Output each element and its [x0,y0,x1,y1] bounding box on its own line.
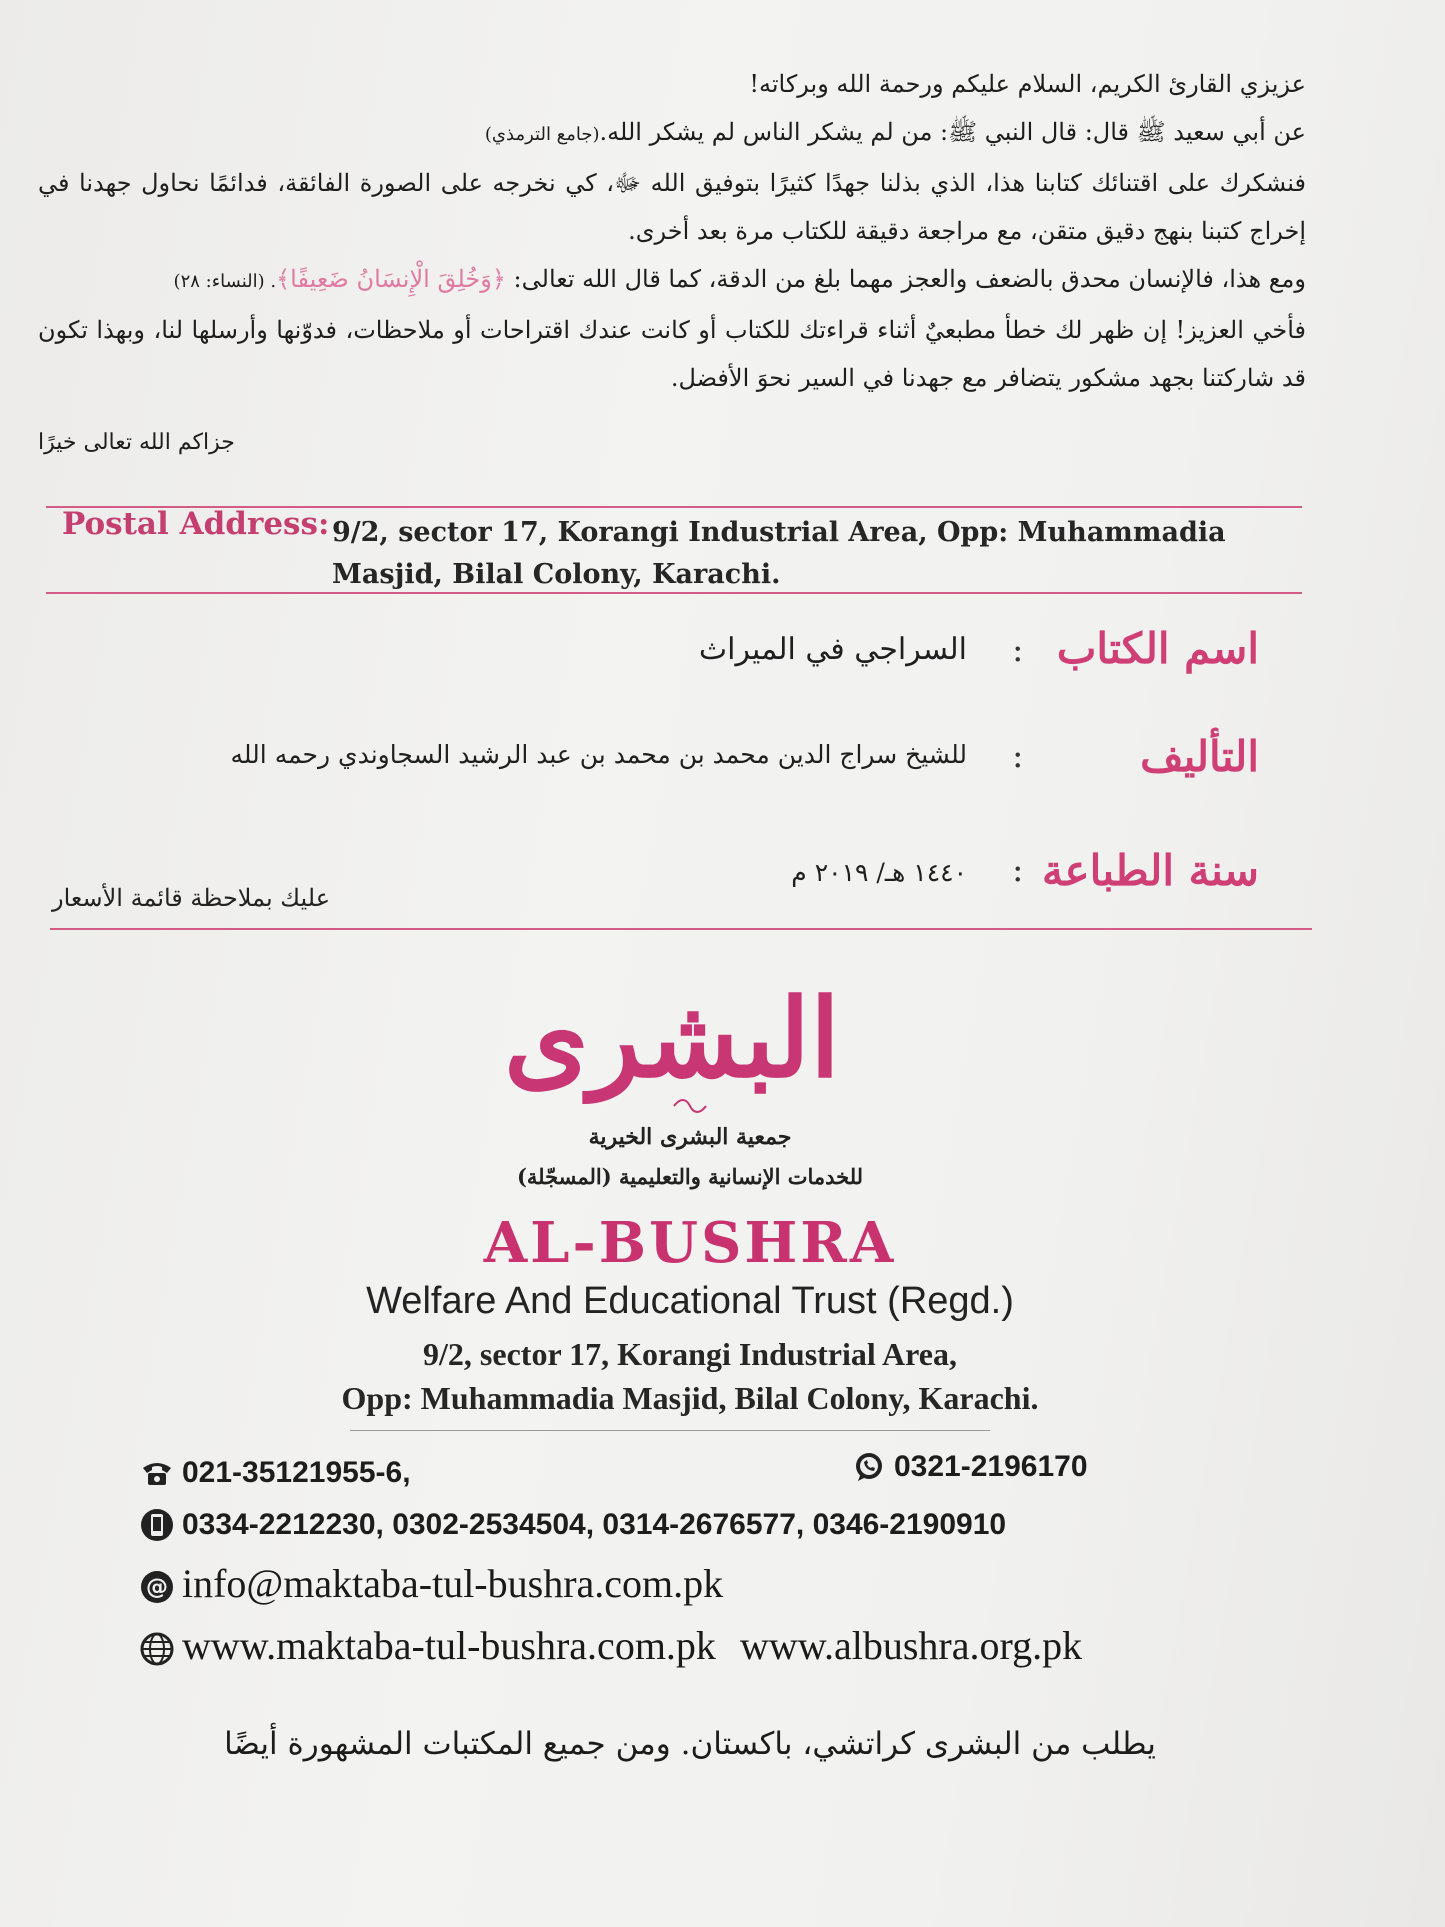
hadith-source: (جامع الترمذي) [484,124,600,145]
globe-icon [140,1629,174,1663]
closing-line: جزاكم الله تعالى خيرًا [38,430,235,455]
intro-letter [38,60,1306,402]
org-english-name: AL-BUSHRA [483,1210,897,1276]
org-arabic-subtitle: للخدمات الإنسانية والتعليمية (المسجّلة) [516,1164,864,1189]
postal-label: Postal Address: [62,506,330,542]
thanks-paragraph: فنشكرك على اقتنائك كتابنا هذا، الذي بذلنا جهدًا كثيرًا بتوفيق الله ﷻ، كي نخرجه على الصورة الفائقة، فدائمًا نحاول جهدنا في إخراج كتبنا بنهج دقيق متقن، مع مراجعة دقيقة للكتاب مرة بعد أخرى. [38,169,1306,245]
quran-intro: ومع هذا، فالإنسان محدق بالضعف والعجز مهما بلغ من الدقة، كما قال الله تعالى: [513,265,1306,293]
author-value: للشيخ سراج الدين محمد بن محمد بن عبد الرشيد السجاوندي رحمه الله [230,740,967,769]
al-bushra-arabic-logo: البشرى [504,976,840,1102]
mobile-numbers: 0334-2212230, 0302-2534504, 0314-2676577, 0346-2190910 [182,1508,1007,1541]
mobile-contact [140,1508,1006,1542]
price-list-note: عليك بملاحظة قائمة الأسعار [52,884,331,912]
print-year-colon: : [1012,850,1024,890]
divider-postal-bottom [46,592,1302,594]
org-english-subtitle: Welfare And Educational Trust (Regd.) [366,1280,1014,1322]
print-year-value: ١٤٤٠ هـ/ ٢٠١٩ م [791,858,967,887]
hadith-text: عن أبي سعيد ﷺ قال: قال النبي ﷺ: من لم يشكر الناس لم يشكر الله. [599,118,1306,146]
logo-ornament-icon [640,1098,740,1119]
email-address[interactable]: info@maktaba-tul-bushra.com.pk [182,1561,724,1606]
whatsapp-icon [852,1450,886,1484]
landline-number: 021-35121955-6, [182,1456,411,1489]
website-contact [140,1622,1082,1669]
email-contact [140,1560,723,1607]
book-title-colon: : [1012,630,1024,670]
greeting-line: عزيزي القارئ الكريم، السلام عليكم ورحمة الله وبركاته! [749,70,1306,98]
website-link-2[interactable]: www.albushra.org.pk [739,1623,1083,1668]
org-arabic-name: جمعية البشرى الخيرية [588,1124,792,1150]
org-address-line-1: 9/2, sector 17, Korangi Industrial Area, [423,1336,957,1372]
svg-text:@: @ [146,1574,168,1600]
landline-contact [140,1456,411,1490]
availability-note: يطلب من البشرى كراتشي، باكستان. ومن جميع المكتبات المشهورة أيضًا [224,1726,1156,1762]
whatsapp-contact [852,1450,1088,1484]
website-link-1[interactable]: www.maktaba-tul-bushra.com.pk [182,1623,716,1668]
org-address-line-2: Opp: Muhammadia Masjid, Bilal Colony, Karachi. [341,1380,1039,1416]
book-title-label: اسم الكتاب [1056,624,1259,673]
feedback-paragraph: فأخي العزيز! إن ظهر لك خطأ مطبعيٌ أثناء قراءتك للكتاب أو كانت عندك اقتراحات أو ملاحظات، فدوّنها وأرسلها لنا، وبهذا تكون قد شاركتنا بجهد مشكور يتضافر مع جهدنا في السير نحوَ الأفضل. [38,316,1307,392]
telephone-icon [140,1456,174,1490]
whatsapp-number: 0321-2196170 [894,1450,1088,1483]
author-label: التأليف [1140,732,1259,781]
book-title-value: السراجي في الميراث [698,632,967,667]
mobile-phone-icon [140,1508,174,1542]
author-colon: : [1012,736,1024,776]
email-at-icon [140,1567,174,1601]
postal-address: 9/2, sector 17, Korangi Industrial Area, Opp: Muhammadia Masjid, Bilal Colony, Karachi. [332,517,1226,590]
quran-line [38,255,1306,306]
hadith-line [38,108,1306,159]
print-year-label: سنة الطباعة [1042,846,1259,895]
divider-address [350,1430,990,1431]
quran-reference: . (النساء: ٢٨) [173,271,277,292]
quran-verse: ﴿وَخُلِقَ الْإِنسَانُ ضَعِيفًا﴾ [276,265,506,293]
divider-info-bottom [50,928,1312,930]
